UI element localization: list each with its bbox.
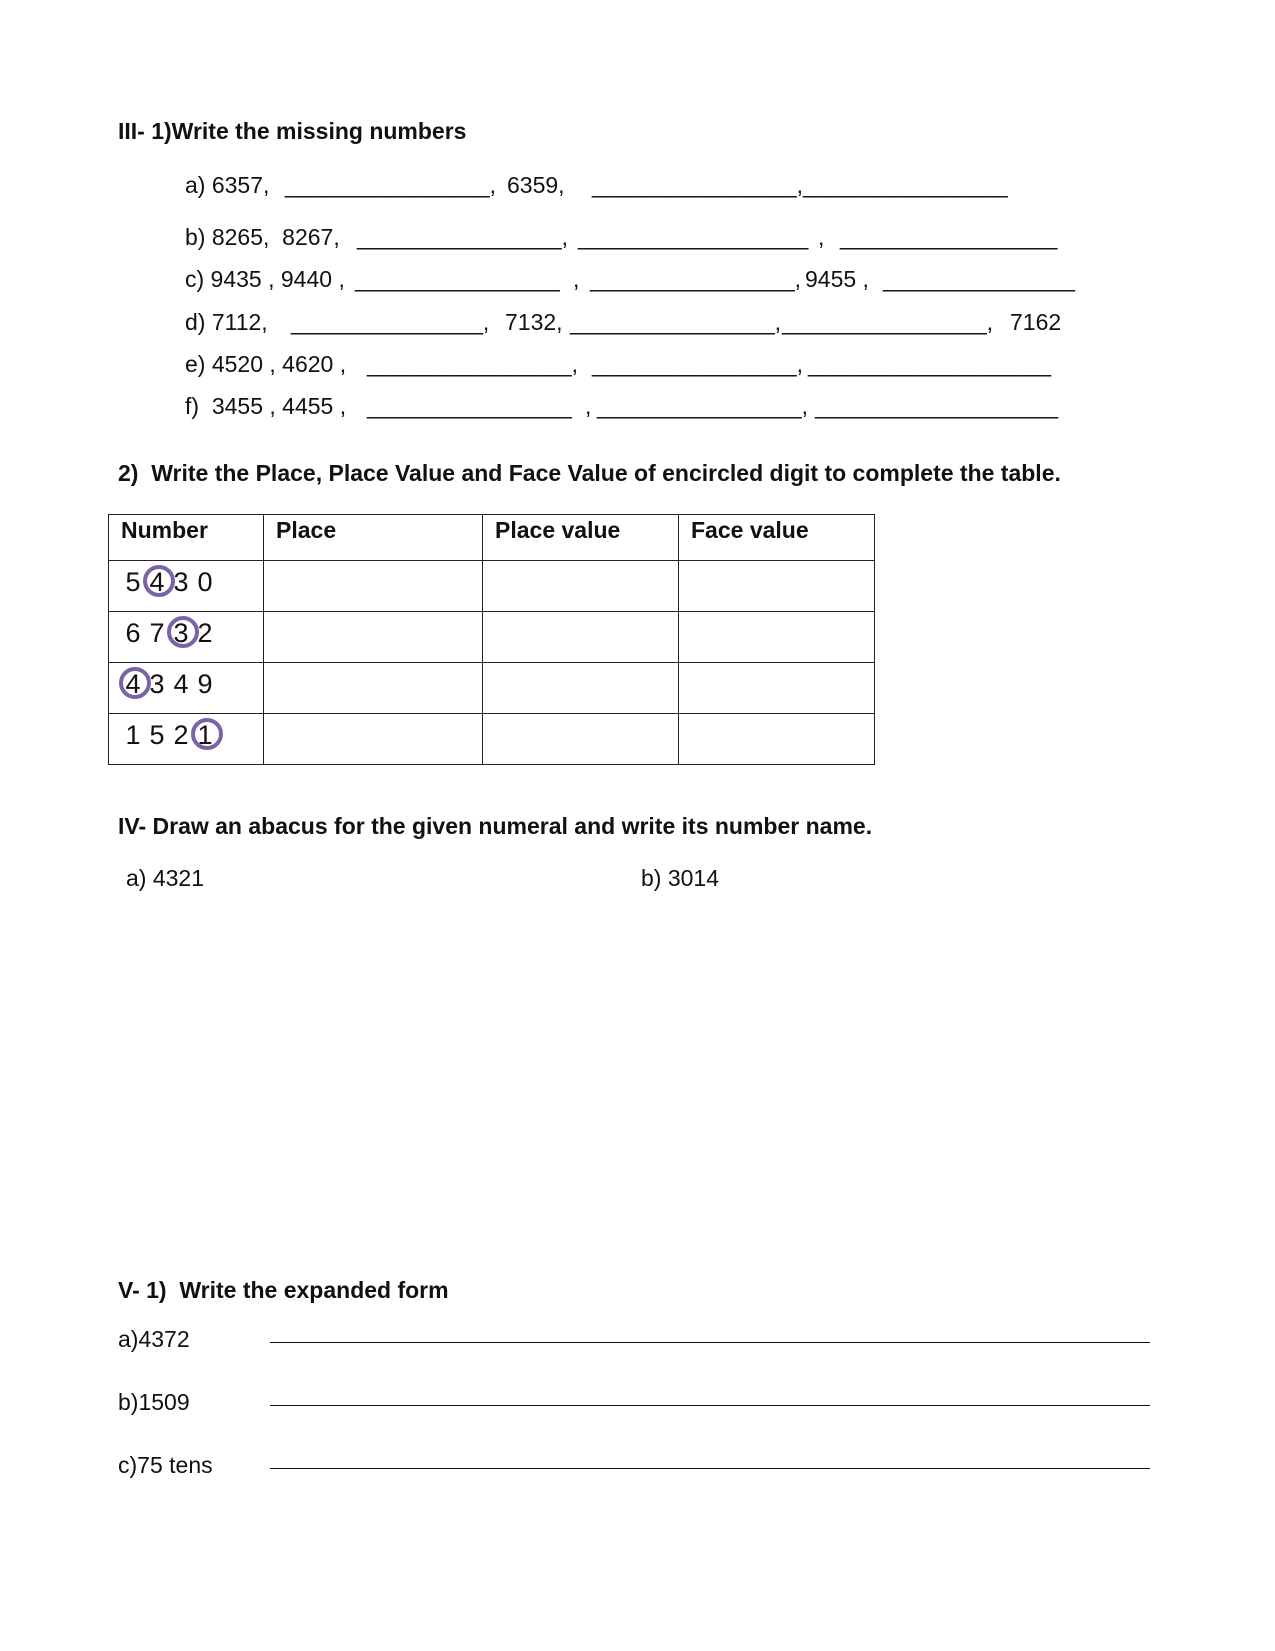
digit: 1 [125,720,141,750]
place-value-cell[interactable] [483,612,679,663]
expanded-answer-line-c[interactable] [270,1468,1150,1469]
row-b-blank-1: ________________, [357,224,569,250]
missing-numbers-row-a [185,172,1008,202]
number-value [121,714,263,751]
row-b-comma: , [818,224,825,250]
row-a-given-2: 6359, [507,172,571,198]
circle-mark [191,718,223,750]
row-a-blank-2: ________________, [592,172,804,198]
face-value-cell[interactable] [679,612,875,663]
row-c-blank-2: ________________, [590,266,802,292]
row-d-given: d) 7112, [185,309,275,335]
expanded-item-c: c)75 tens [118,1452,213,1478]
abacus-item-b: b) 3014 [641,865,720,891]
row-e-blank-3: ___________________ [808,351,1052,377]
row-f-comma: , [585,393,592,419]
row-c-comma: , [573,266,580,292]
expanded-answer-line-a[interactable] [270,1342,1150,1343]
row-d-given-2: 7132, [505,309,563,335]
table-row [109,561,875,612]
row-e-blank-2: ________________, [592,351,804,377]
number-value [121,663,263,700]
row-d-given-3: 7162 [1010,309,1062,335]
digit: 7 [149,618,165,648]
expanded-item-a: a)4372 [118,1326,190,1352]
row-a-blank-3: ________________ [803,172,1008,198]
abacus-item-a: a) 4321 [126,865,205,891]
row-f-blank-2: ________________, [597,393,809,419]
row-e-blank-1: ________________, [367,351,579,377]
place-cell[interactable] [264,612,483,663]
number-value [121,561,263,598]
place-cell[interactable] [264,561,483,612]
row-c-given-2: 9455 , [805,266,869,292]
header-number: Number [109,515,264,561]
face-value-cell[interactable] [679,714,875,765]
table-row [109,612,875,663]
row-b-blank-2: __________________ [578,224,809,250]
face-value-cell[interactable] [679,663,875,714]
missing-numbers-row-f [185,393,1059,423]
encircled-digit: 4 [121,669,145,700]
section-5-title: V- 1) Write the expanded form [118,1277,449,1303]
number-value [121,612,263,649]
row-a-given: a) 6357, [185,172,276,198]
row-d-blank-2: ________________, [570,309,782,335]
number-cell [109,561,264,612]
expanded-item-b: b)1509 [118,1389,190,1415]
row-d-blank-3: ________________, [782,309,994,335]
place-cell[interactable] [264,663,483,714]
row-c-blank-1: ________________ [355,266,560,292]
encircled-digit: 4 [145,567,169,598]
place-value-table [108,514,875,765]
place-value-cell[interactable] [483,561,679,612]
digit: 3 [173,567,189,597]
expanded-answer-line-b[interactable] [270,1405,1150,1406]
place-cell[interactable] [264,714,483,765]
place-value-cell[interactable] [483,714,679,765]
digit: 6 [125,618,141,648]
digit: 4 [173,669,189,699]
table-row [109,714,875,765]
section-3-title: III- 1)Write the missing numbers [118,118,467,144]
row-f-blank-3: ___________________ [815,393,1059,419]
row-d-blank-1: _______________, [291,309,490,335]
digit: 9 [197,669,213,699]
row-f-given: f) 3455 , 4455 , [185,393,353,419]
row-c-blank-3: _______________ [883,266,1075,292]
number-cell [109,663,264,714]
digit: 3 [149,669,165,699]
digit: 0 [197,567,213,597]
header-place: Place [264,515,483,561]
row-a-blank-1: ________________, [285,172,497,198]
face-value-cell[interactable] [679,561,875,612]
encircled-digit: 3 [169,618,193,649]
row-e-given: e) 4520 , 4620 , [185,351,353,377]
number-cell [109,714,264,765]
table-row [109,663,875,714]
missing-numbers-row-e [185,351,1052,381]
digit: 5 [125,567,141,597]
section-4-title: IV- Draw an abacus for the given numeral and write its number name. [118,813,873,839]
missing-numbers-row-b [185,224,1058,254]
row-f-blank-1: ________________ [367,393,572,419]
encircled-digit: 1 [193,720,217,751]
row-c-given: c) 9435 , 9440 , [185,266,345,292]
row-b-given: b) 8265, 8267, [185,224,347,250]
header-face-value: Face value [679,515,875,561]
digit: 5 [149,720,165,750]
digit: 2 [173,720,189,750]
row-b-blank-3: _________________ [840,224,1058,250]
table-header-row [109,515,875,561]
missing-numbers-row-c [185,266,1075,296]
digit: 2 [197,618,213,648]
section-3-2-title: 2) Write the Place, Place Value and Face Value of encircled digit to complete the table. [118,460,1061,486]
missing-numbers-row-d [185,309,1062,339]
number-cell [109,612,264,663]
place-value-cell[interactable] [483,663,679,714]
header-place-value: Place value [483,515,679,561]
